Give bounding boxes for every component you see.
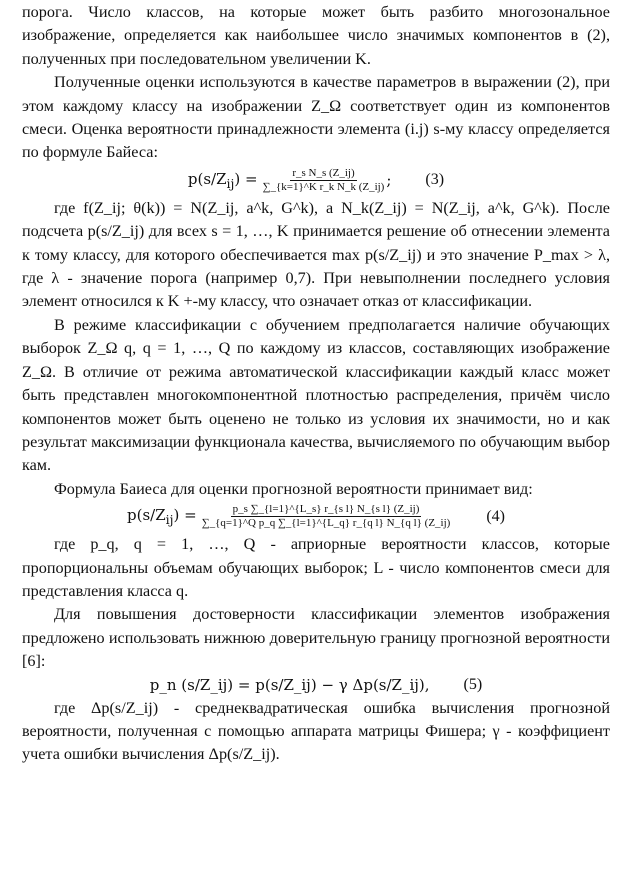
paragraph-5: Формула Баиеса для оценки прогнозной вероятности принимает вид: xyxy=(54,479,533,498)
formula-4-lhs-sub: ij xyxy=(165,512,174,528)
formula-5 xyxy=(22,676,610,694)
formula-5-expression: p_n (s/Z_ij) = p(s/Z_ij) − γ Δp(s/Z_ij), xyxy=(149,675,430,694)
formula-4 xyxy=(22,503,610,530)
formula-4-denominator: ∑_{q=1}^Q p_q ∑_{l=1}^{L_q} r_{q l} N_{q l} (Z_ij) xyxy=(201,517,451,530)
formula-3 xyxy=(22,167,610,194)
formula-4-lhs-close: ) = xyxy=(173,506,197,525)
paragraph-4: В режиме классификации с обучением предполагается наличие обучающих выборок Z_Ω q, q = 1, …, Q по каждому из классов, составляющих изображение Z_Ω. В отличие от режима автоматической классификации каждый класс может быть представлен многокомпонентной плотностью распределения, причём число компонентов может быть оценено не только из условия их значимости, но и как результат максимизации функционала качества, вычисляемого по обучающим выбор кам. xyxy=(22,315,610,475)
formula-3-denominator: ∑_{k=1}^K r_k N_k (Z_ij) xyxy=(262,180,385,193)
formula-3-fraction xyxy=(261,167,387,194)
paragraph-6: где p_q, q = 1, …, Q - априорные вероятности классов, которые пропорциональны объемам обучающих выборок; L - число компонентов смеси для представления класса q. xyxy=(22,535,610,600)
formula-4-lhs: p(s/Z xyxy=(127,506,166,525)
formula-3-lhs-sub: ij xyxy=(226,175,235,191)
formula-4-fraction xyxy=(200,503,453,530)
formula-3-number: (3) xyxy=(425,171,445,189)
paragraph-3: где f(Z_ij; θ(k)) = N(Z_ij, a^k, G^k), а N_k(Z_ij) = N(Z_ij, a^k, G^k). После подсчета p(s/Z_ij) для всех s = 1, …, K принимается решение об отнесении элемента к тому классу, для которого обеспечивается max p(s/Z_ij) и это значение P_max > λ, где λ - значение порога (например 0,7). При невыполнении последнего условия элемент относился к K +-му классу, что означает отказ от классификации. xyxy=(22,198,610,311)
paragraph-2: Полученные оценки используются в качестве параметров в выражении (2), при этом каждому классу на изображении Z_Ω соответствует один из компонентов смеси. Оценка вероятности принадлежности элемента (i.j) s-му классу определяется по формуле Байеса: xyxy=(22,73,610,162)
formula-3-tail: ; xyxy=(386,171,392,190)
formula-4-numerator: p_s ∑_{l=1}^{L_s} r_{s l} N_{s l} (Z_ij) xyxy=(232,503,420,516)
paragraph-8: где Δp(s/Z_ij) - среднеквадратическая ошибка вычисления прогнозной вероятности, полученная с помощью аппарата матрицы Фишера; γ - коэффициент учета ошибки вычисления Δp(s/Z_ij). xyxy=(22,698,610,764)
paragraph-7: Для повышения достоверности классификации элементов изображения предложено использовать нижнюю доверительную границу прогнозной вероятности [6]: xyxy=(22,605,610,671)
formula-4-number: (4) xyxy=(486,507,505,525)
formula-3-lhs: p(s/Z xyxy=(187,169,227,188)
formula-3-numerator: r_s N_s (Z_ij) xyxy=(292,166,355,179)
formula-5-number: (5) xyxy=(463,675,483,693)
paragraph-1: порога. Число классов, на которые может быть разбито многозональное изображение, определяется как наибольшее число значимых компонентов в (2), полученных при последовательном увеличении K. xyxy=(22,3,610,68)
formula-3-lhs-close: ) = xyxy=(234,169,258,188)
